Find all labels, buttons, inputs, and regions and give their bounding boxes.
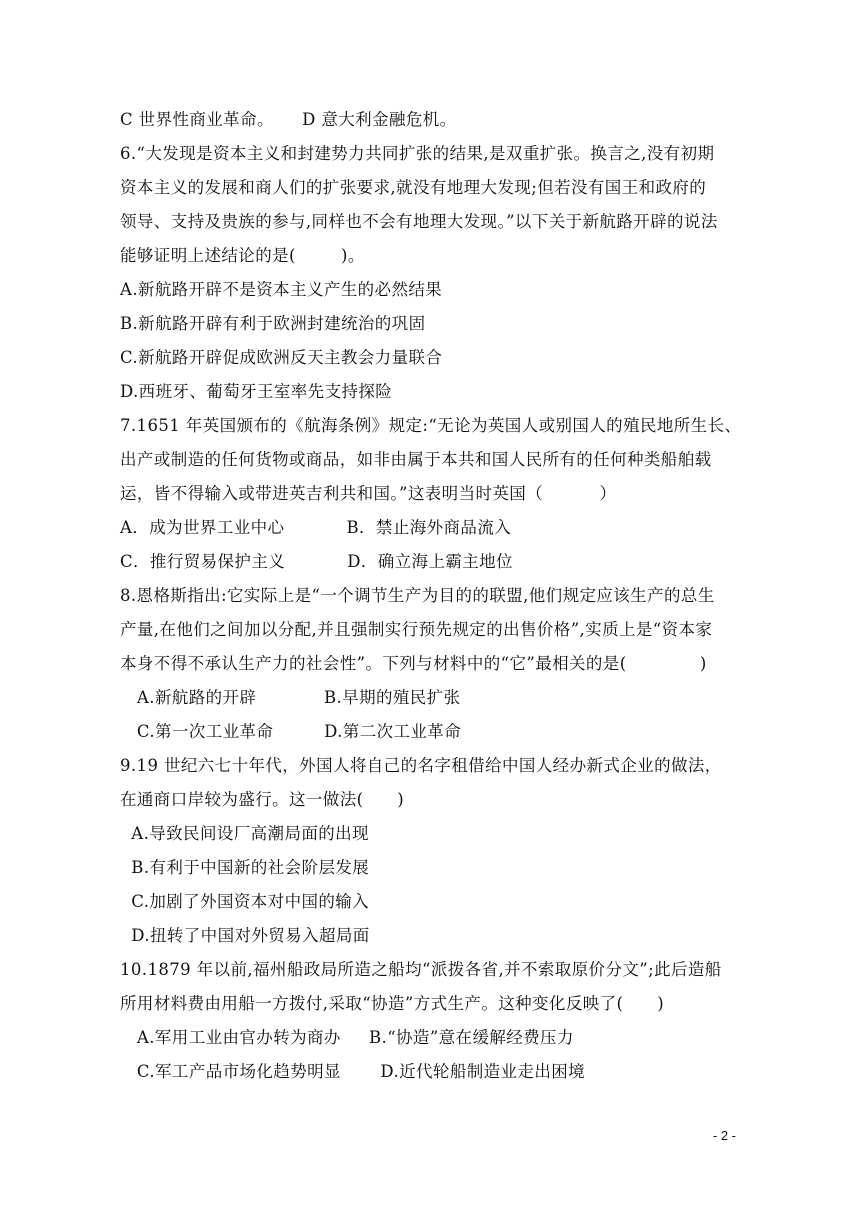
option-line: C.加剧了外国资本对中国的输入 (120, 892, 370, 911)
text-line: 本身不得不承认生产力的社会性”。下列与材料中的“它”最相关的是( ) (120, 654, 707, 673)
question-10-line: 10.1879 年以前,福州船政局所造之船均“派拨各省,并不索取原价分文”;此后造船 (120, 960, 722, 979)
text-line: C 世界性商业革命。 D 意大利金融危机。 (120, 110, 457, 129)
question-7-line: 7.1651 年英国颁布的《航海条例》规定:“无论为英国人或别国人的殖民地所生长、 (120, 416, 742, 435)
option-line: A．成为世界工业中心 B．禁止海外商品流入 (120, 518, 512, 537)
text-line: 能够证明上述结论的是( )。 (120, 246, 365, 265)
text-line: 资本主义的发展和商人们的扩张要求,就没有地理大发现;但若没有国王和政府的 (120, 178, 707, 197)
option-line: D.西班牙、葡萄牙王室率先支持探险 (120, 382, 393, 401)
option-line: D.扭转了中国对外贸易入超局面 (120, 926, 370, 945)
option-line: A.新航路开辟不是资本主义产生的必然结果 (120, 280, 443, 299)
option-line: B.有利于中国新的社会阶层发展 (120, 858, 370, 877)
text-line: 所用材料费由用船一方拨付,采取“协造”方式生产。这种变化反映了( ) (120, 994, 665, 1013)
option-line: A.导致民间设厂高潮局面的出现 (120, 824, 369, 843)
page-number: - 2 - (712, 1128, 736, 1143)
option-line: C．推行贸易保护主义 D．确立海上霸主地位 (120, 552, 513, 571)
option-line: A.军用工业由官办转为商办 B.“协造”意在缓解经费压力 (120, 1028, 574, 1047)
text-line: 出产或制造的任何货物或商品，如非由属于本共和国人民所有的任何种类船舶载 (120, 450, 712, 469)
text-line: 在通商口岸较为盛行。这一做法( ) (120, 790, 405, 809)
option-line: B.新航路开辟有利于欧洲封建统治的巩固 (120, 314, 426, 333)
option-line: C.新航路开辟促成欧洲反天主教会力量联合 (120, 348, 443, 367)
text-line: 产量,在他们之间加以分配,并且强制实行预先规定的出售价格”,实质上是“资本家 (120, 620, 713, 639)
question-8-line: 8.恩格斯指出:它实际上是“一个调节生产为目的的联盟,他们规定应该生产的总生 (120, 586, 715, 605)
question-6-line: 6.“大发现是资本主义和封建势力共同扩张的结果,是双重扩张。换言之,没有初期 (120, 144, 715, 163)
question-9-line: 9.19 世纪六七十年代，外国人将自己的名字租借给中国人经办新式企业的做法， (120, 756, 722, 775)
option-line: A.新航路的开辟 B.早期的殖民扩张 (120, 688, 461, 707)
text-line: 运，皆不得输入或带进英吉利共和国。”这表明当时英国（ ） (120, 484, 617, 503)
text-line: 领导、支持及贵族的参与,同样也不会有地理大发现。”以下关于新航路开辟的说法 (120, 212, 718, 231)
option-line: C.军工产品市场化趋势明显 D.近代轮船制造业走出困境 (120, 1062, 586, 1081)
option-line: C.第一次工业革命 D.第二次工业革命 (120, 722, 462, 741)
